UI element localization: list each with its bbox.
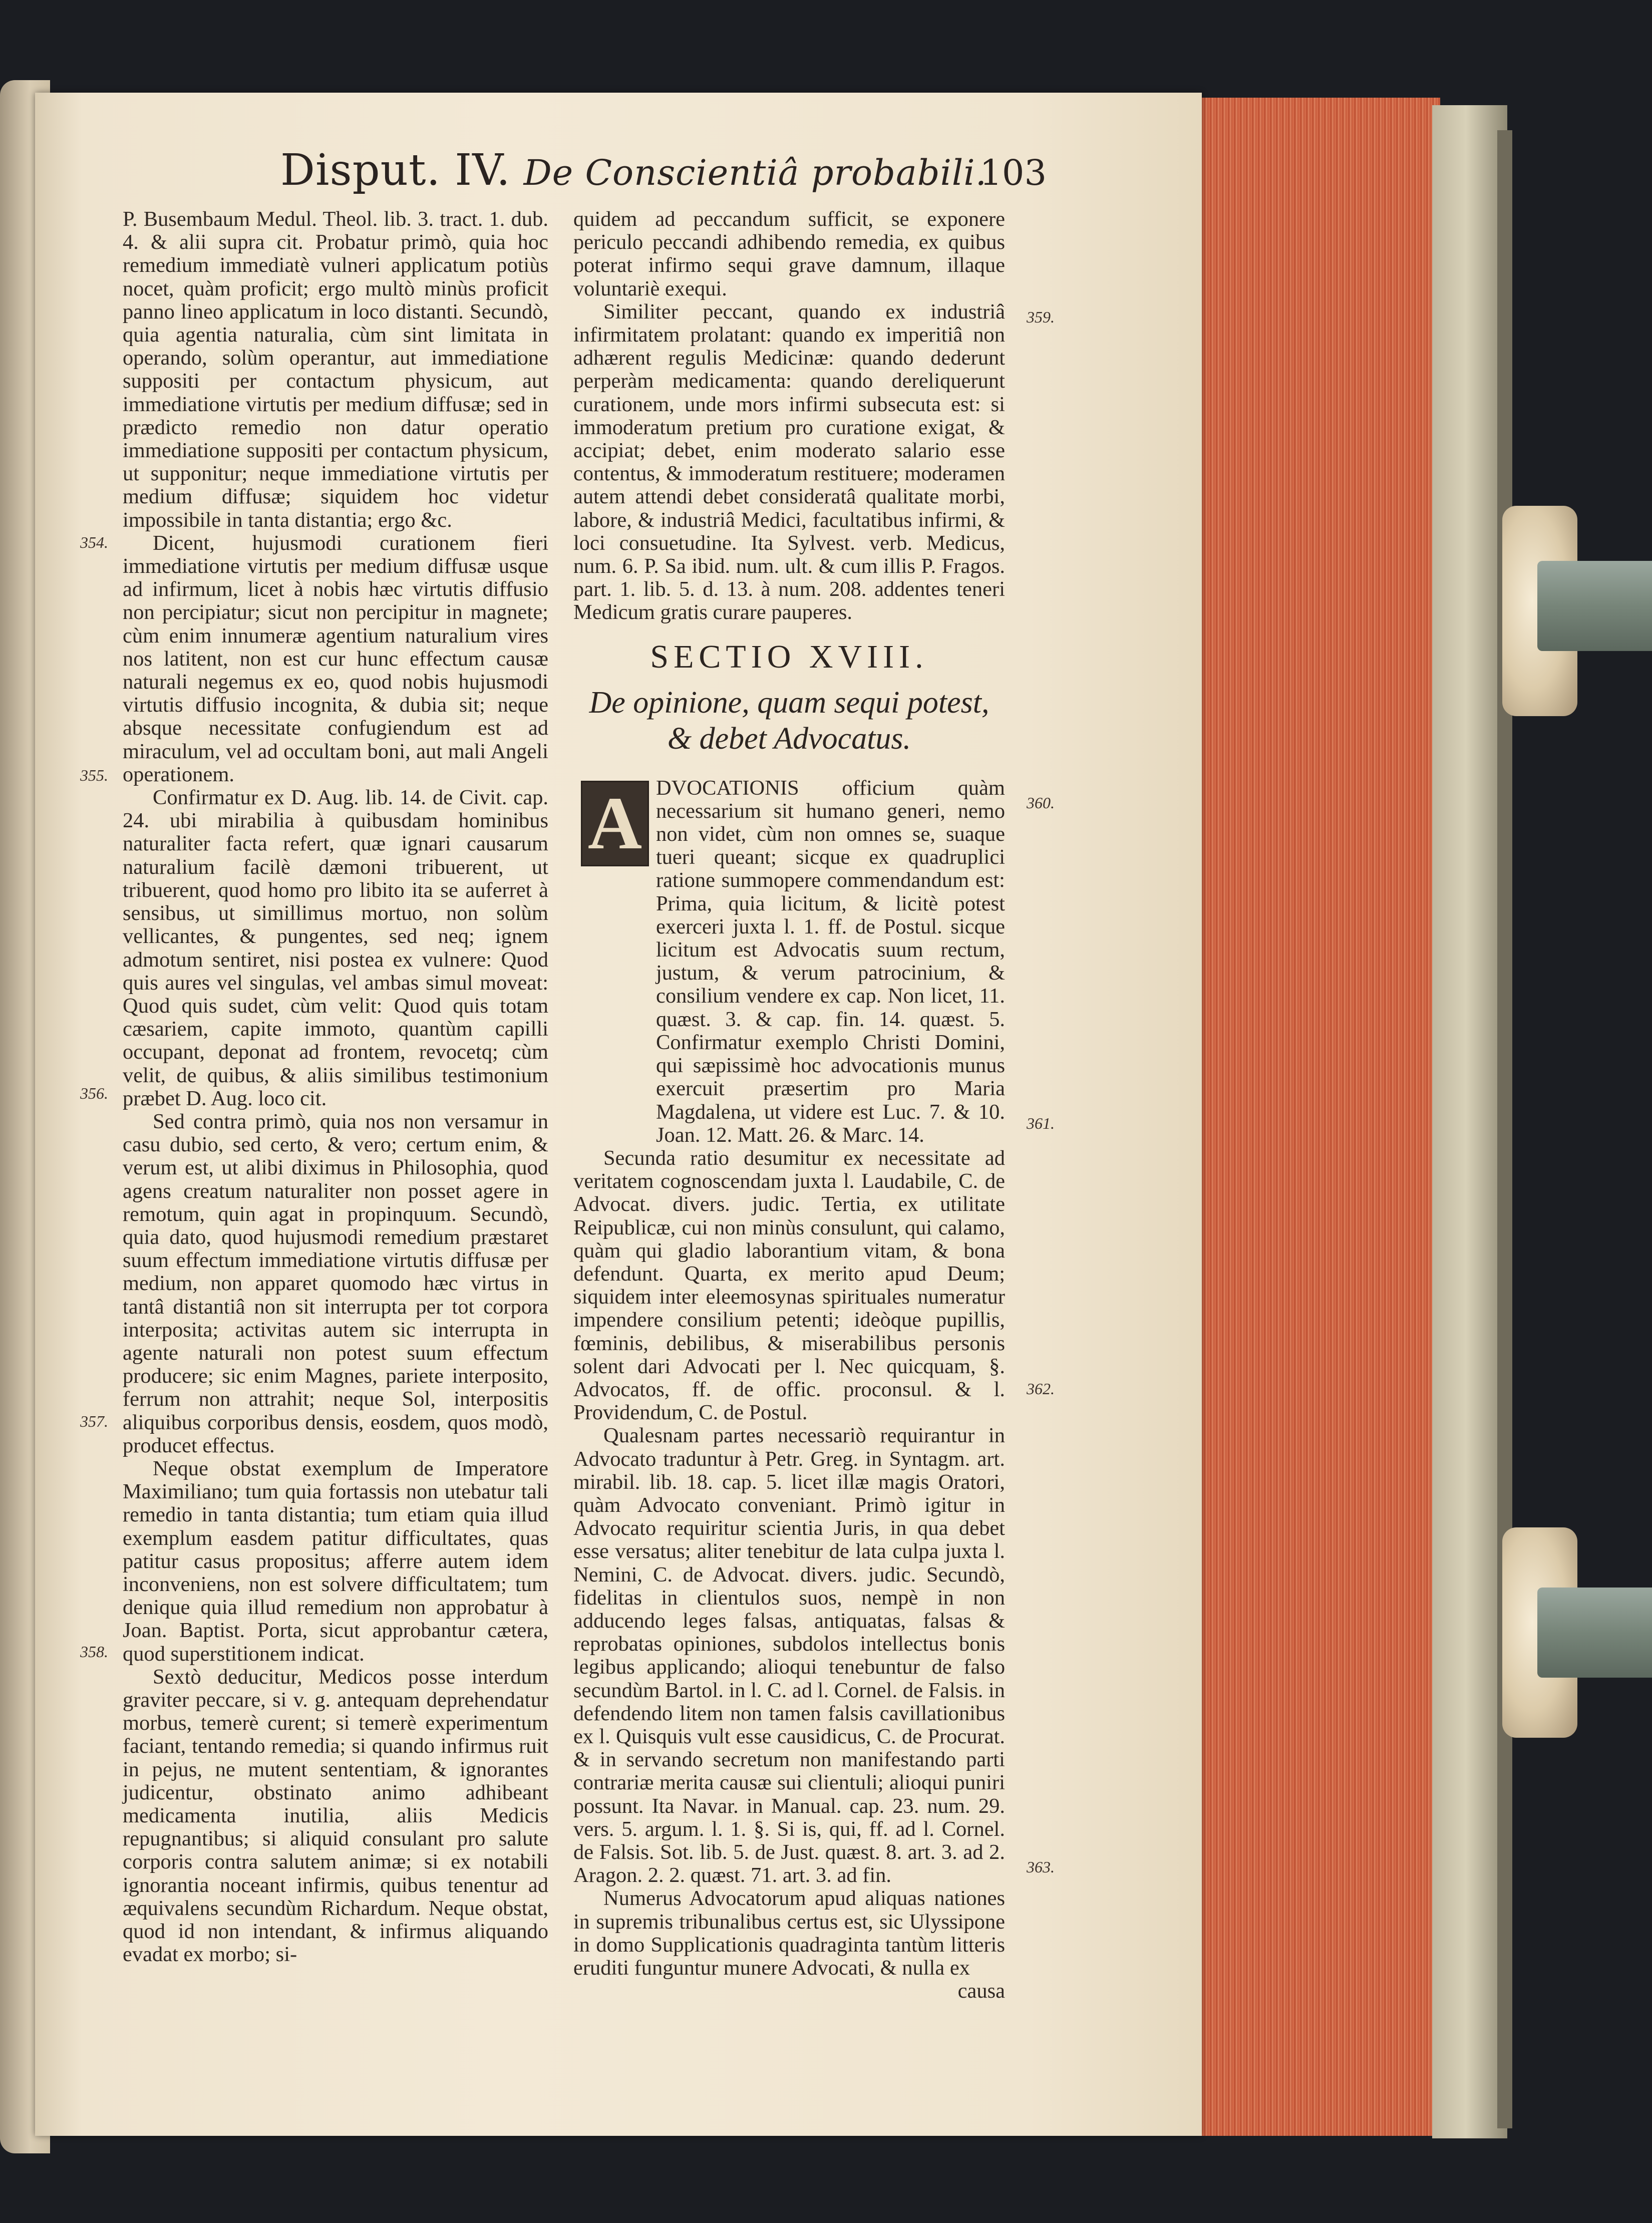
page-number: 103 [979,152,1047,193]
paragraph: Dicent, hujusmodi curationem fieri immediatione virtutis per medium diffusæ usque ad infirmum, licet à nobis hæc virtutis diffusio non percipiatur; sicut non percipitur in magnete; cùm enim innumeræ agentium naturalium vires nos latitent, non est cur hunc effectum causæ naturali negemus ex eo, quod nobis hujusmodi virtutis diffusio incognita, & dubia sit; neque absque necessitate confugiendum est ad miraculum, vel ad occultam boni, aut mali Angeli operationem. [123,531,548,786]
margin-number: 356. [80,1084,108,1102]
running-header [275,145,1047,205]
margin-number: 354. [80,533,108,551]
catchword: causa [957,1979,1005,2003]
cover-edge [1497,130,1512,2128]
paragraph: Confirmatur ex D. Aug. lib. 14. de Civit. cap. 24. ubi mirabilia à quibusdam hominibus naturaliter facta refert, quæ ignari causarum naturalium facilè dæmoni tribuerent, ut tribuerent, quod homo pro libito ita se auferret à sensibus, ut simillimus mortuo, non solùm vellicantes, & pungentes, sed neq; ignem admotum sentiret, nisi postea ex vulnere: Quod quis aures vel singulas, vel ambas simul moveat: Quod quis sudet, cùm velit: Quod quis totam cæsariem, capite immoto, quantùm capilli occupant, deponat ad frontem, revocetq; cùm velit, de quibus, & aliis similibus testimonium præbet D. Aug. loco cit. [123,786,548,1110]
left-column [123,208,548,1966]
margin-number: 357. [80,1412,108,1430]
section-heading: SECTIO XVIII. [650,638,928,675]
margin-number: 358. [80,1643,108,1661]
margin-number: 363. [1027,1858,1055,1876]
margin-number: 360. [1027,794,1055,812]
paragraph: Sextò deducitur, Medicos posse interdum graviter peccare, si v. g. antequam deprehendatur morbus, temerè curent; si temerè experimentum faciant, tentando remedia; si quando infirmus ruit in pejus, ne mutent sententiam, & ignorantes judicentur, obstinato animo adhibeant medicamenta inutilia, aliis Medicis repugnantibus; si aliquid consulant pro salute corporis contra salutem animæ; si ex notabili ignorantia noceant infirmis, quibus tenentur ad æquivalens secundùm Richardum. Neque obstat, quod id non intendant, & infirmus aliquando evadat ex morbo; si- [123,1665,548,1967]
paragraph: Similiter peccant, quando ex industriâ infirmitatem prolatant: quando ex imperitiâ non adhærent regulis Medicinæ: quando dederunt perperàm medicamenta: quando dereliquerunt curationem, unde mors infirmi subsecuta est: si immoderatum pretium pro curatione exigat, & accipiat; debet, enim moderato salario esse contentus, & immoderatum restituere; moderamen autem attendi debet consideratâ qualitate morbi, labore, & industriâ Medici, facultatibus infirmi, & loci consuetudine. Ita Sylvest. verb. Medicus, num. 6. P. Sa ibid. num. ult. & cum illis P. Fragos. part. 1. lib. 5. d. 13. à num. 208. addentes teneri Medicum gratis curare pauperes. [573,299,1005,624]
decorated-initial: A [581,781,649,866]
margin-number: 359. [1027,308,1055,326]
back-cover-board [1432,105,1507,2138]
paragraph: DVOCATIONIS officium quàm necessarium sit humano generi, nemo non videt, cùm non omnes se, suaque tueri queant; sicque ex quadruplici ratione summopere commendandum est: Prima, quia licitum, & licitè potest exerceri juxta l. 1. ff. de Postul. sicque licitum est Advocatis suum rectum, justum, & verum patrocinium, & consilium vendere ex cap. Non licet, 11. quæst. 3. & cap. fin. 14. quæst. 5. Confirmatur exemplo Christi Domini, qui sæpissimè hoc advocationis munus exercuit præsertim pro Maria Magdalena, ut videre est Luc. 7. & 10. Joan. 12. Matt. 26. & Marc. 14. [656,776,1005,1147]
margin-number: 361. [1027,1114,1055,1132]
disputation-label: Disput. IV. [280,145,511,195]
paragraph: Qualesnam partes necessariò requirantur in Advocato traduntur à Petr. Greg. in Syntagm. art. mirabil. lib. 18. cap. 5. licet illæ magis Oratori, quàm Advocato conveniant. Primò igitur in Advocato requiritur scientia Juris, in qua debet esse versatus; aliter tenebitur de lata culpa juxta l. Nemini, C. de Advocat. divers. judic. Secundò, fidelitas in clientulos suos, nempè in non adducendo leges falsas, antiquatas, falsas & reprobatas opiniones, subdolos intellectus bonis legibus applicando; alioqui tenebuntur de falso secundùm Bartol. in l. C. ad l. Cornel. de Falsis. in defendendo litem non tamen falsis cavillationibus ex l. Quisquis vult esse causidicus, C. de Procurat. & in servando secretum non manifestando parti contrariæ merita causæ sui clientuli; alioqui puniri possunt. Ita Navar. in Manual. cap. 23. num. 29. vers. 5. argum. l. 1. §. Si is, qui, ff. ad l. Cornel. de Falsis. Sot. lib. 5. de Just. quæst. 8. art. 3. ad 2. Aragon. 2. 2. quæst. 71. art. 3. ad fin. [573,1424,1005,1887]
margin-number: 355. [80,766,108,784]
paragraph: Secunda ratio desumitur ex necessitate ad veritatem cognoscendam juxta l. Laudabile, C. de Advocat. divers. judic. Tertia, ex utilitate Reipublicæ, cui non minùs consulunt, qui calamo, quàm qui gladio laborantium vitam, & bona defendunt. Quarta, ex merito apud Deum; siquidem inter eleemosynas spirituales numeratur impendere consilium petenti; ideòque pupillis, fœminis, debilibus, & miserabilibus personis solent dari Advocati per l. Nec quicquam, §. Advocatos, ff. de offic. proconsul. & l. Providendum, C. de Postul. [573,1146,1005,1425]
right-column [573,208,1005,2003]
margin-number: 362. [1027,1380,1055,1398]
paragraph: Neque obstat exemplum de Imperatore Maximiliano; tum quia fortassis non utebatur tali remedio in tanta distantia; tum etiam quia illud exemplum easdem patitur difficultates, quas patitur casus propositus; afferre autem idem inconveniens, non est solvere difficultatem; tum denique quia illud remedium non approbatur à Joan. Baptist. Porta, sicut approbantur cætera, quod superstitionem indicat. [123,1456,548,1666]
running-title [280,145,987,195]
page-fore-edge [1187,98,1440,2136]
paragraph: P. Busembaum Medul. Theol. lib. 3. tract. 1. dub. 4. & alii supra cit. Probatur primò, quia hoc remedium immediatè vulneri applicatum potiùs nocet, quàm proficit; ergo multò minùs proficit panno lineo applicatum in loco distanti. Secundò, quia agentia naturalia, cùm sint limitata in operando, solùm operantur, aut immediatione suppositi per contactum physicum, aut immediatione virtutis per medium diffusæ; sed in prædicto remedio non datur operatio immediatione suppositi per contactum physicum, ut supponitur; neque immediatione virtutis per medium diffusæ; siquidem hoc videtur impossibile in tanta distantia; ergo &c. [123,207,548,532]
disputation-subtitle: De Conscientiâ probabili. [523,152,987,193]
section-title: De opinione, quam sequi potest, & debet Advocatus. [589,685,989,756]
paragraph: Sed contra primò, quia nos non versamur in casu dubio, sed certo, & vero; certum enim, & verum est, ut alibi diximus in Philosophia, quod agens creatum naturaliter non posset agere in remotum, quin agat in propinquum. Secundò, quia dato, quod hujusmodi remedium præstaret suum effectum immediatione virtutis diffusæ per medium, non apparet quomodo hæc virtus in tantâ distantiâ non sit interrupta per tot corpora interposita; activitas autem sic interrupta in agente naturali non potest suum effectum producere; sic enim Magnes, pariete interposito, ferrum non attrahit; neque Sol, interpositis aliquibus corporibus densis, eosdem, quos modò, producet effectus. [123,1109,548,1457]
paragraph: quidem ad peccandum sufficit, se exponere periculo peccandi adhibendo remedia, ex quibus poterat infirmo sequi grave damnum, illaque voluntariè exequi. [573,207,1005,300]
paragraph: Numerus Advocatorum apud aliquas nationes in supremis tribunalibus certus est, sic Ulyssipone in domo Supplicationis quadraginta tantùm litteris eruditi funguntur munere Advocati, & nulla ex [573,1886,1005,1980]
opening-paragraph [573,777,1005,1147]
